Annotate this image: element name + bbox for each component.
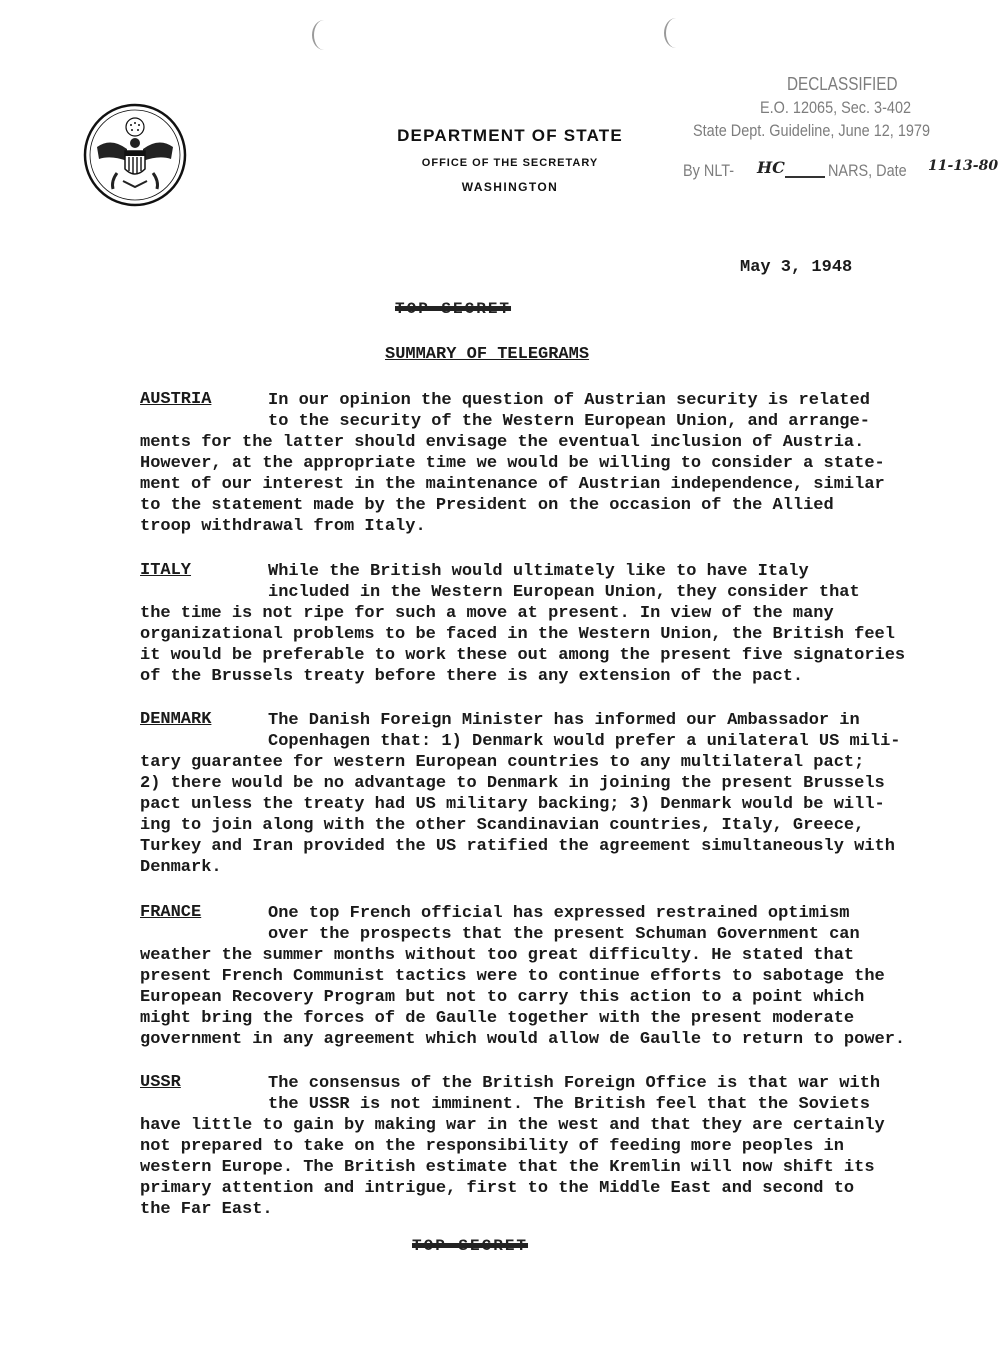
text-line: the USSR is not imminent. The British feel that the Soviets (268, 1095, 870, 1114)
text-line: ing to join along with the other Scandinavian countries, Italy, Greece, (140, 816, 865, 835)
classification-bottom: TOP SECRET (412, 1237, 529, 1255)
text-line: One top French official has expressed restrained optimism (268, 904, 850, 923)
document-date: May 3, 1948 (740, 258, 853, 277)
city-name: WASHINGTON (461, 180, 559, 194)
eo-line: E.O. 12065, Sec. 3-402 (760, 98, 912, 117)
text-line: organizational problems to be faced in the Western Union, the British feel (140, 625, 895, 644)
text-line: present French Communist tactics were to continue efforts to sabotage the (140, 967, 885, 986)
classification-top: TOP SECRET (395, 300, 512, 318)
nars-label: NARS, Date (828, 161, 907, 180)
section-heading: USSR (140, 1073, 181, 1092)
text-line: of the Brussels treaty before there is any extension of the pact. (140, 667, 804, 686)
text-line: weather the summer months without too great difficulty. He stated that (140, 946, 855, 965)
text-line: The Danish Foreign Minister has informed our Ambassador in (268, 711, 860, 730)
text-line: the time is not ripe for such a move at present. In view of the many (140, 604, 834, 623)
guideline-line: State Dept. Guideline, June 12, 1979 (693, 121, 930, 140)
text-line: However, at the appropriate time we would be willing to consider a state- (140, 454, 885, 473)
text-line: Copenhagen that: 1) Denmark would prefer a unilateral US mili- (268, 732, 901, 751)
punch-hole-mark (312, 20, 336, 50)
text-line: tary guarantee for western European countries to any multilateral pact; (140, 753, 865, 772)
text-line: European Recovery Program but not to carry this action to a point which (140, 988, 865, 1007)
department-name: DEPARTMENT OF STATE (397, 126, 623, 145)
text-line: The consensus of the British Foreign Office is that war with (268, 1074, 881, 1093)
by-label: By NLT- (683, 161, 735, 180)
section-heading: AUSTRIA (140, 390, 212, 409)
text-line: included in the Western European Union, they consider that (268, 583, 860, 602)
nars-date: 11-13-80 (928, 158, 999, 174)
section-heading: ITALY (140, 561, 192, 580)
declassified-stamp: DECLASSIFIED (787, 74, 898, 94)
section-heading: FRANCE (140, 903, 202, 922)
text-line: might bring the forces of de Gaulle together with the present moderate (140, 1009, 855, 1028)
text-line: to the security of the Western European Union, and arrange- (268, 412, 870, 431)
text-line: While the British would ultimately like to have Italy (268, 562, 809, 581)
great-seal-icon (83, 103, 187, 207)
punch-hole-mark (664, 18, 688, 48)
text-line: ment of our interest in the maintenance of Austrian independence, similar (140, 475, 885, 494)
text-line: primary attention and intrigue, first to the Middle East and second to (140, 1179, 855, 1198)
summary-title: SUMMARY OF TELEGRAMS (385, 345, 590, 364)
text-line: to the statement made by the President on the occasion of the Allied (140, 496, 834, 515)
office-name: OFFICE OF THE SECRETARY (421, 157, 599, 169)
text-line: troop withdrawal from Italy. (140, 517, 426, 536)
text-line: the Far East. (140, 1200, 273, 1219)
text-line: western Europe. The British estimate that the Kremlin will now shift its (140, 1158, 875, 1177)
text-line: ments for the latter should envisage the eventual inclusion of Austria. (140, 433, 865, 452)
text-line: In our opinion the question of Austrian security is related (268, 391, 870, 410)
text-line: Turkey and Iran provided the US ratified the agreement simultaneously with (140, 837, 895, 856)
text-line: over the prospects that the present Schuman Government can (268, 925, 860, 944)
text-line: Denmark. (140, 858, 222, 877)
text-line: government in any agreement which would allow de Gaulle to return to power. (140, 1030, 906, 1049)
by-initials: HC (757, 158, 785, 177)
text-line: 2) there would be no advantage to Denmark in joining the present Brussels (140, 774, 885, 793)
text-line: not prepared to take on the responsibility of feeding more peoples in (140, 1137, 844, 1156)
initials-underline (785, 176, 825, 178)
text-line: pact unless the treaty had US military backing; 3) Denmark would be will- (140, 795, 885, 814)
text-line: have little to gain by making war in the west and that they are certainly (140, 1116, 885, 1135)
section-heading: DENMARK (140, 710, 212, 729)
text-line: it would be preferable to work these out among the present five signatories (140, 646, 906, 665)
